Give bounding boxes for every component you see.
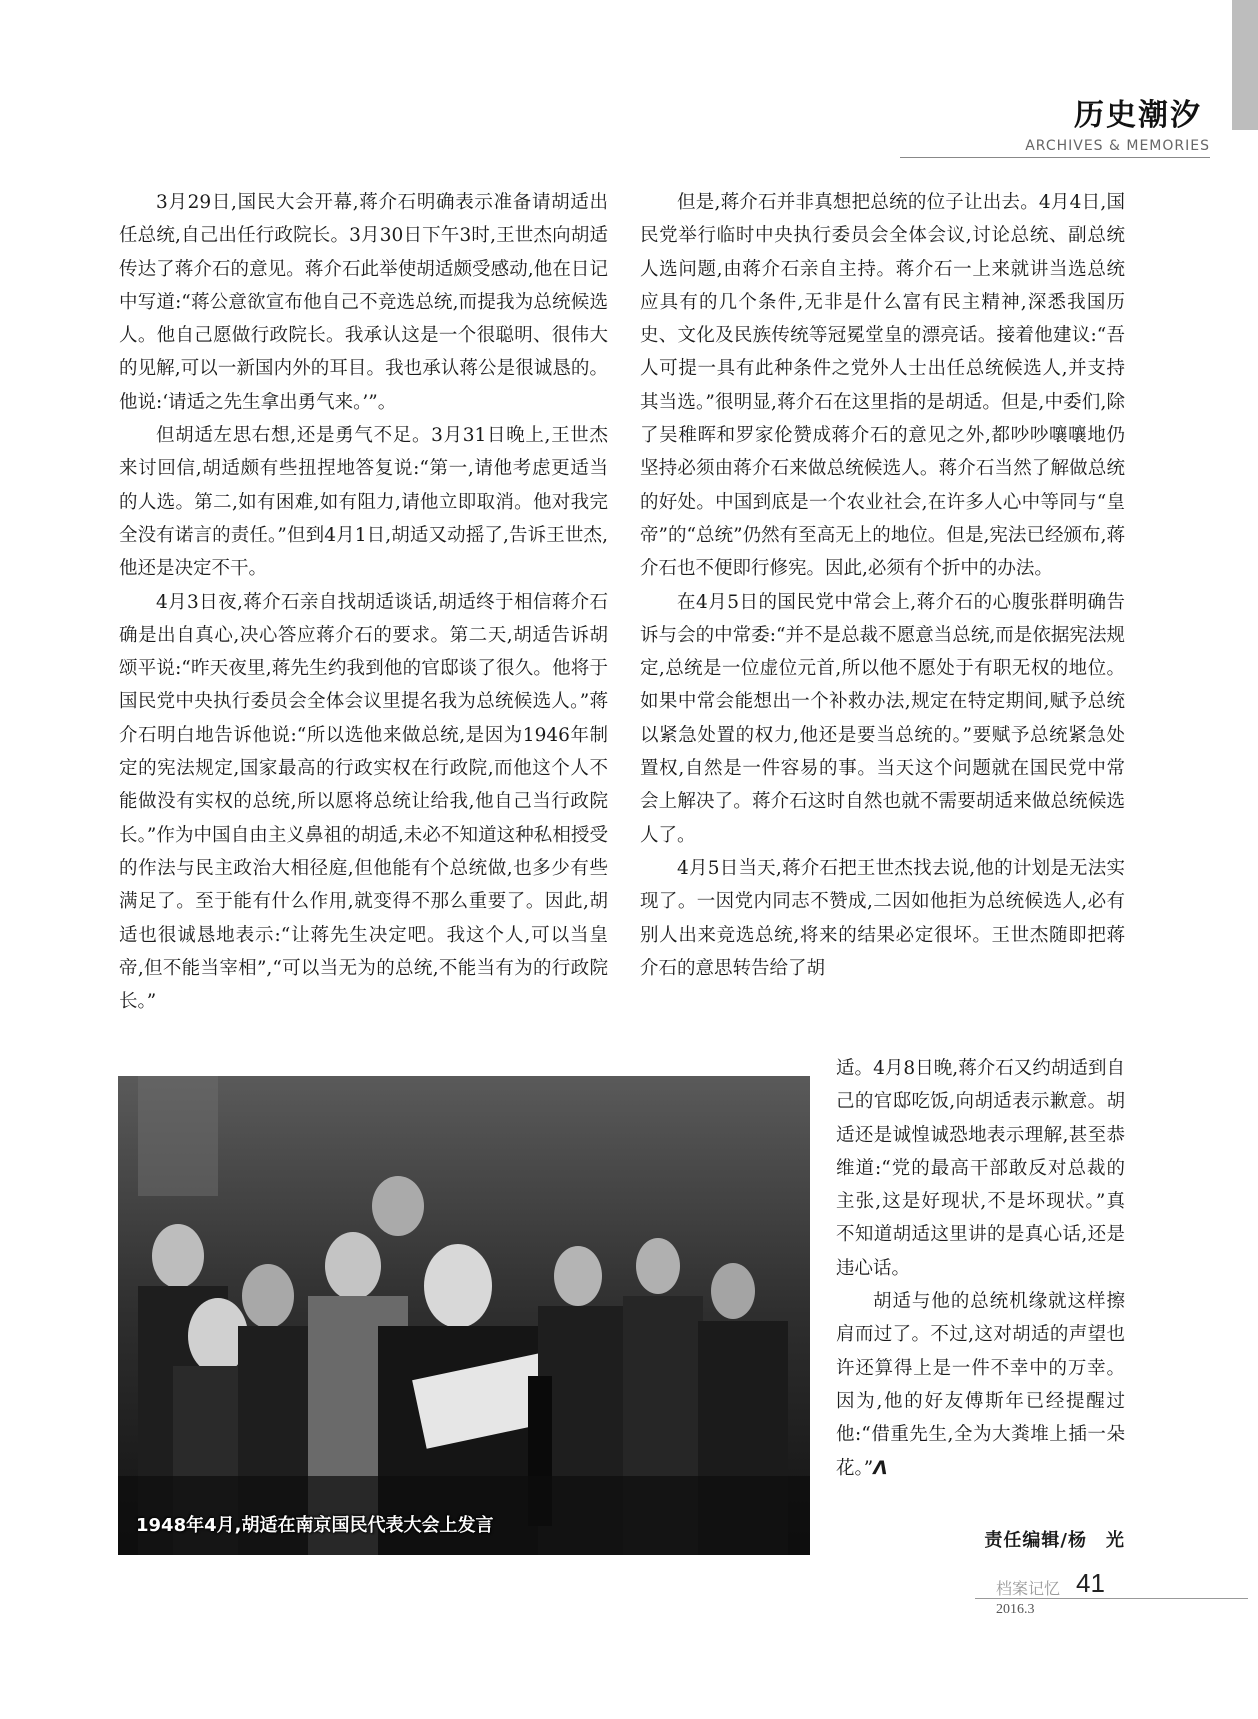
editor-credit: 责任编辑/杨 光 xyxy=(984,1530,1125,1551)
photo-caption: 1948年4月,胡适在南京国民代表大会上发言 xyxy=(136,1515,494,1536)
paragraph xyxy=(836,1285,1125,1485)
photo-illustration xyxy=(118,1076,810,1555)
issue-label: 2016.3 xyxy=(996,1602,1035,1617)
paragraph: 但胡适左思右想,还是勇气不足。3月31日晚上,王世杰来讨回信,胡适颇有些扭捏地答复说:“第一,请他考虑更适当的人选。第二,如有困难,如有阻力,请他立即取消。他对我完全没有诺言的责任。”但到4月1日,胡适又动摇了,告诉王世杰,他还是决定不干。 xyxy=(119,425,608,580)
section-subtitle: ARCHIVES & MEMORIES xyxy=(1025,138,1210,154)
paragraph: 在4月5日的国民党中常会上,蒋介石的心腹张群明确告诉与会的中常委:“并不是总裁不愿意当总统,而是依据宪法规定,总统是一位虚位元首,所以他不愿处于有职无权的地位。如果中常会能想出一个补救办法,规定在特定期间,赋予总统以紧急处置的权力,他还是要当总统的。”要赋予总统紧急处置权,自然是一件容易的事。当天这个问题就在国民党中常会上解决了。蒋介石这时自然也就不需要胡适来做总统候选人了。 xyxy=(640,591,1125,846)
paragraph: 4月3日夜,蒋介石亲自找胡适谈话,胡适终于相信蒋介石确是出自真心,决心答应蒋介石的要求。第二天,胡适告诉胡颂平说:“昨天夜里,蒋先生约我到他的官邸谈了很久。他将于国民党中央执行委员会全体会议里提名我为总统候选人。”蒋介石明白地告诉他说:“所以选他来做总统,是因为1946年制定的宪法规定,国家最高的行政实权在行政院,而他这个人不能做没有实权的总统,所以愿将总统让给我,他自己当行政院长。”作为中国自由主义鼻祖的胡适,未必不知道这种私相授受的作法与民主政治大相径庭,但他能有个总统做,也多少有些满足了。至于能有什么作用,就变得不那么重要了。因此,胡适也很诚恳地表示:“让蒋先生决定吧。我这个人,可以当皇帝,但不能当宰相”,“可以当无为的总统,不能当有为的行政院长。” xyxy=(119,591,608,1013)
paragraph: 3月29日,国民大会开幕,蒋介石明确表示准备请胡适出任总统,自己出任行政院长。3月30日下午3时,王世杰向胡适传达了蒋介石的意见。蒋介石此举使胡适颇受感动,他在日记中写道:“蒋公意欲宣布他自己不竞选总统,而提我为总统候选人。他自己愿做行政院长。我承认这是一个很聪明、很伟大的见解,可以一新国内外的耳目。我也承认蒋公是很诚恳的。他说:‘请适之先生拿出勇气来。’”。 xyxy=(119,192,608,413)
page-number: 41 xyxy=(1076,1568,1105,1598)
historical-photo xyxy=(118,1076,810,1555)
paragraph-text: 胡适与他的总统机缘就这样擦肩而过了。不过,这对胡适的声望也许还算得上是一件不幸中的万幸。因为,他的好友傅斯年已经提醒过他:“借重先生,全为大粪堆上插一朵花。” xyxy=(836,1291,1125,1479)
section-title: 历史潮汐 xyxy=(1074,98,1202,133)
left-column xyxy=(119,186,608,1018)
narrow-column xyxy=(836,1052,1125,1485)
header-rule xyxy=(900,157,1210,158)
end-mark-icon: Λ xyxy=(873,1457,888,1479)
journal-name: 档案记忆 xyxy=(996,1579,1061,1598)
top-edge-bar xyxy=(1232,0,1258,130)
paragraph: 但是,蒋介石并非真想把总统的位子让出去。4月4日,国民党举行临时中央执行委员会全体会议,讨论总统、副总统人选问题,由蒋介石亲自主持。蒋介石一上来就讲当选总统应具有的几个条件,无非是什么富有民主精神,深悉我国历史、文化及民族传统等冠冕堂皇的漂亮话。接着他建议:“吾人可提一具有此种条件之党外人士出任总统候选人,并支持其当选。”很明显,蒋介石在这里指的是胡适。但是,中委们,除了吴稚晖和罗家伦赞成蒋介石的意见之外,都吵吵嚷嚷地仍坚持必须由蒋介石来做总统候选人。蒋介石当然了解做总统的好处。中国到底是一个农业社会,在许多人心中等同与“皇帝”的“总统”仍然有至高无上的地位。但是,宪法已经颁布,蒋介石也不便即行修宪。因此,必须有个折中的办法。 xyxy=(640,192,1125,580)
paragraph: 4月5日当天,蒋介石把王世杰找去说,他的计划是无法实现了。一因党内同志不赞成,二因如他拒为总统候选人,必有别人出来竞选总统,将来的结果必定很坏。王世杰随即把蒋介石的意思转告给了胡 xyxy=(640,857,1125,979)
paragraph: 适。4月8日晚,蒋介石又约胡适到自己的官邸吃饭,向胡适表示歉意。胡适还是诚惶诚恐地表示理解,甚至恭维道:“党的最高干部敢反对总裁的主张,这是好现状,不是坏现状。”真不知道胡适这里讲的是真心话,还是违心话。 xyxy=(836,1058,1125,1279)
right-column xyxy=(640,186,1125,985)
